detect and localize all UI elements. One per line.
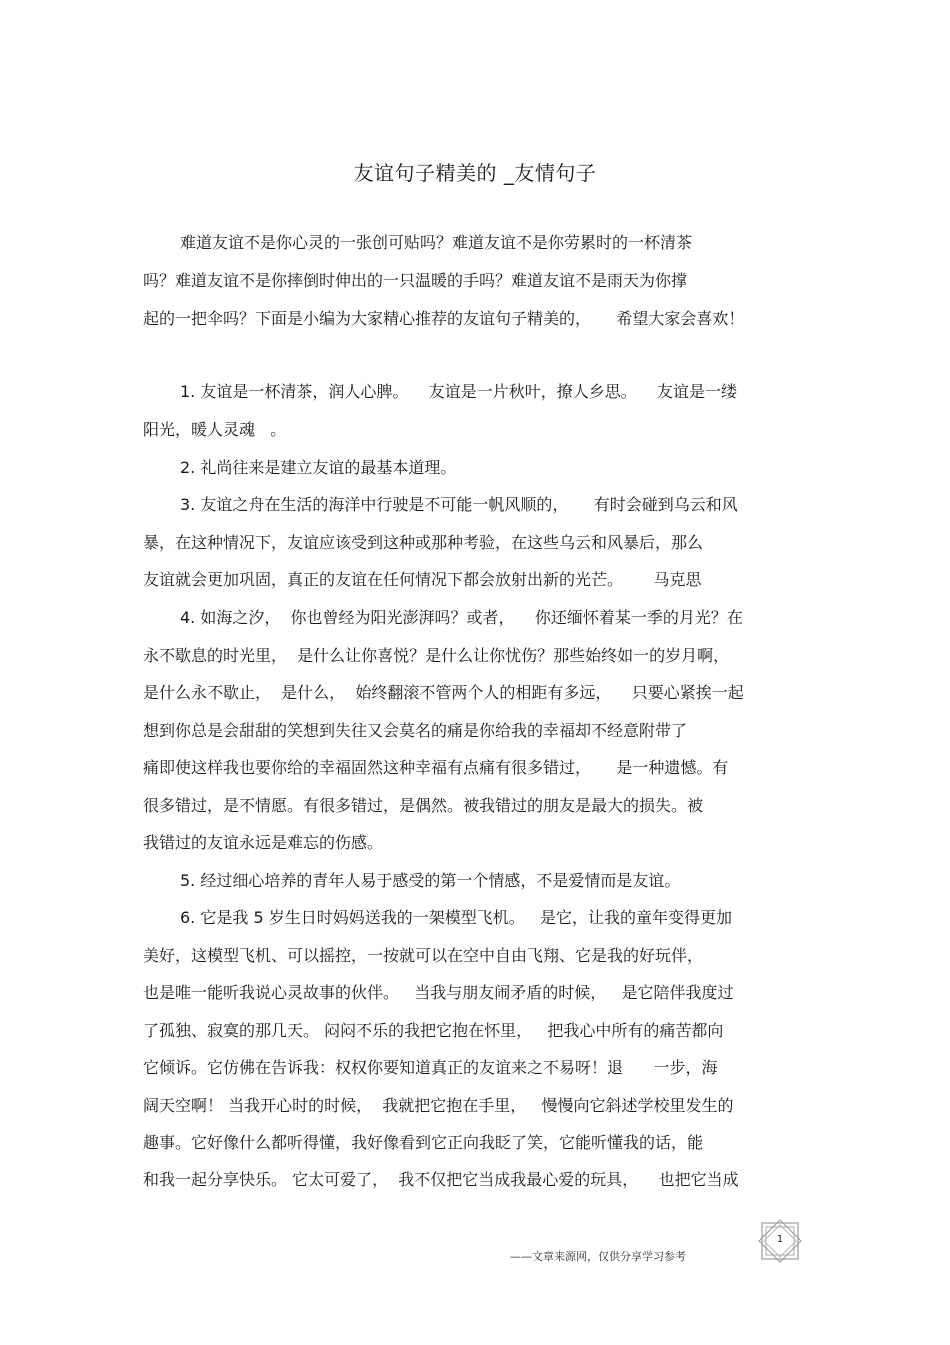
body-line: 和我一起分享快乐。 它太可爱了， 我不仅把它当成我最心爱的玩具， 也把它当成 (143, 1170, 739, 1189)
body-line: 很多错过，是不情愿。有很多错过，是偶然。被我错过的朋友是最大的损失。被 (143, 796, 704, 815)
body-line: 美好，这模型飞机、可以摇控，一按就可以在空中自由飞翔、它是我的好玩伴， (143, 946, 704, 965)
page-number: 1 (776, 1234, 784, 1245)
body-line: 它倾诉。它仿佛在告诉我：权权你要知道真正的友谊来之不易呀！退 一步，海 (143, 1058, 718, 1077)
body-line: 阳光，暖人灵魂 。 (143, 420, 287, 439)
body-line: 起的一把伞吗？下面是小编为大家精心推荐的友谊句子精美的， 希望大家会喜欢！ (143, 309, 745, 328)
body-line: 吗？难道友谊不是你摔倒时伸出的一只温暖的手吗？难道友谊不是雨天为你撑 (143, 271, 688, 290)
page-number-badge (756, 1219, 804, 1263)
source-note: ——文章来源网，仅供分享学习参考 (510, 1250, 686, 1263)
body-line: 趣事。它好像什么都听得懂，我好像看到它正向我眨了笑，它能听懂我的话，能 (143, 1133, 704, 1152)
body-line: 阔天空啊！ 当我开心时的时候， 我就把它抱在手里， 慢慢向它斜述学校里发生的 (143, 1096, 734, 1115)
body-line: 也是唯一能听我说心灵故事的伙伴。 当我与朋友闹矛盾的时候， 是它陪伴我度过 (143, 983, 734, 1002)
body-line: 永不歇息的时光里， 是什么让你喜悦？是什么让你忧伤？那些始终如一的岁月啊， (143, 646, 730, 665)
body-line: 暴，在这种情况下，友谊应该受到这种或那种考验，在这些乌云和风暴后，那么 (143, 533, 704, 552)
document-title: 友谊句子精美的 _友情句子 (353, 161, 597, 185)
body-line: 5. 经过细心培养的青年人易于感受的第一个情感，不是爱情而是友谊。 (180, 871, 681, 890)
body-line: 4. 如海之汐， 你也曾经为阳光澎湃吗？或者， 你还缅怀着某一季的月光？在 (180, 608, 743, 627)
body-line: 2. 礼尚往来是建立友谊的最基本道理。 (180, 458, 457, 477)
body-line: 是什么永不歇止， 是什么， 始终翻滚不管两个人的相距有多远， 只要心紧挨一起 (143, 683, 744, 702)
body-line: 6. 它是我 5 岁生日时妈妈送我的一架模型飞机。 是它，让我的童年变得更加 (180, 908, 732, 927)
body-line: 了孤独、寂寞的那几天。 闷闷不乐的我把它抱在怀里， 把我心中所有的痛苦都向 (143, 1021, 724, 1040)
body-line: 3. 友谊之舟在生活的海洋中行驶是不可能一帆风顺的， 有时会碰到乌云和风 (180, 495, 738, 514)
body-line: 我错过的友谊永远是难忘的伤感。 (143, 833, 384, 852)
body-line: 痛即使这样我也要你给的幸福固然这种幸福有点痛有很多错过， 是一种遗憾。有 (143, 758, 729, 777)
body-line: 想到你总是会甜甜的笑想到失往又会莫名的痛是你给我的幸福却不经意附带了 (143, 721, 688, 740)
body-line: 友谊就会更加巩固，真正的友谊在任何情况下都会放射出新的光芒。 马克思 (143, 570, 702, 589)
body-line: 1. 友谊是一杯清茶，润人心脾。 友谊是一片秋叶，撩人乡思。 友谊是一缕 (180, 382, 738, 401)
body-line: 难道友谊不是你心灵的一张创可贴吗？难道友谊不是你劳累时的一杯清茶 (180, 233, 693, 252)
